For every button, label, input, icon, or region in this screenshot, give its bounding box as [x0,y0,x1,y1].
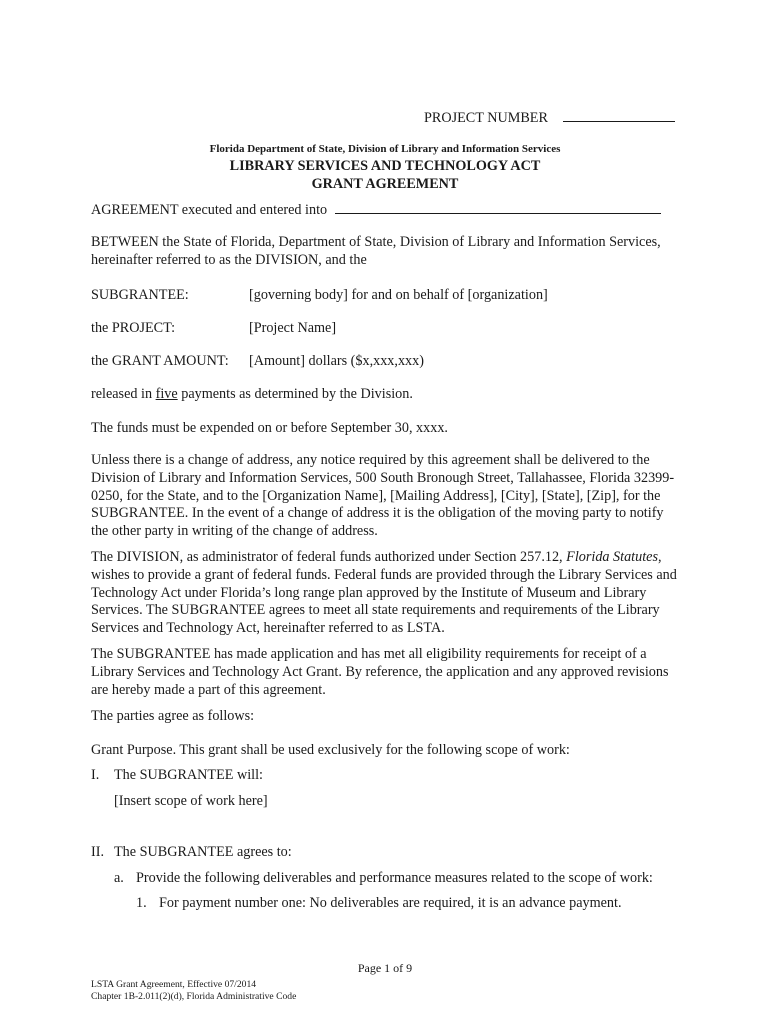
section-1-title: The SUBGRANTEE will: [114,767,263,783]
between-paragraph: BETWEEN the State of Florida, Department of State, Division of Library and Information Services, hereinafter referred to as the DIVISION, and the [91,234,661,268]
project-number-blank [563,109,675,122]
section-2-number: II. [91,844,104,860]
grant-amount-value: [Amount] dollars ($x,xxx,xxx) [249,353,424,369]
project-number-line [424,109,675,127]
section-2-title: The SUBGRANTEE agrees to: [114,844,292,860]
agreement-executed-line [91,201,661,219]
item-1-text: For payment number one: No deliverables are required, it is an advance payment. [159,895,622,911]
agreement-executed-text: AGREEMENT executed and entered into [91,202,328,218]
payments-line [91,385,413,403]
section-1-number: I. [91,767,100,783]
document-subtitle: GRANT AGREEMENT [311,176,459,192]
payments-count: five [155,386,178,402]
subgrantee-label: SUBGRANTEE: [91,287,189,303]
grant-purpose-text: Grant Purpose. This grant shall be used exclusively for the following scope of work: [91,742,570,758]
item-a-letter: a. [114,870,124,886]
project-value: [Project Name] [249,320,337,336]
payments-prefix: released in [91,386,156,402]
document-title: LIBRARY SERVICES AND TECHNOLOGY ACT [229,158,541,174]
item-a-text: Provide the following deliverables and performance measures related to the scope of work: [136,870,653,886]
payments-suffix: payments as determined by the Division. [177,386,413,402]
scope-of-work-placeholder: [Insert scope of work here] [114,793,268,809]
project-number-label: PROJECT NUMBER [424,110,548,126]
agreement-date-blank [335,201,661,214]
division-text-part2: , wishes to provide a grant of federal funds. Federal funds are provided through the Library Services and Technology Act under Florida’s long range plan approved by the Institute of Museum and Library Services. The SUBGRANTEE agrees to meet all state requirements and requirements of the Library Services and Technology Act, hereinafter referred to as LSTA. [91,549,677,637]
department-heading: Florida Department of State, Division of Library and Information Services [209,143,561,155]
item-1-number: 1. [136,895,147,911]
project-label: the PROJECT: [91,320,176,336]
page-number: Page 1 of 9 [357,961,413,975]
footer-effective-line: LSTA Grant Agreement, Effective 07/2014 [91,979,257,990]
notice-paragraph: Unless there is a change of address, any notice required by this agreement shall be delivered to the Division of Library and Information Services, 500 South Bronough Street, Tallahassee, Florida 32399-0250, for the State, and to the [Organization Name], [Mailing Address], [City], [State], [Zip], for the SUBGRANTEE. In the event of a change of address it is the obligation of the moving party to notify the other party in writing of the change of address. [91,452,675,540]
division-paragraph [91,549,681,638]
grant-amount-label: the GRANT AMOUNT: [91,353,229,369]
florida-statutes-italic: Florida Statutes [566,549,658,565]
division-text-part1: The DIVISION, as administrator of federal funds authorized under Section 257.12, [91,549,567,565]
parties-agree-text: The parties agree as follows: [91,708,255,724]
application-paragraph: The SUBGRANTEE has made application and has met all eligibility requirements for receipt of a Library Services and Technology Act Grant. By reference, the application and any approved revisions are hereby made a part of this agreement. [91,646,669,698]
subgrantee-value: [governing body] for and on behalf of [organization] [249,287,548,303]
footer-code-line: Chapter 1B-2.011(2)(d), Florida Administrative Code [91,991,297,1002]
funds-deadline-text: The funds must be expended on or before September 30, xxxx. [91,420,448,436]
